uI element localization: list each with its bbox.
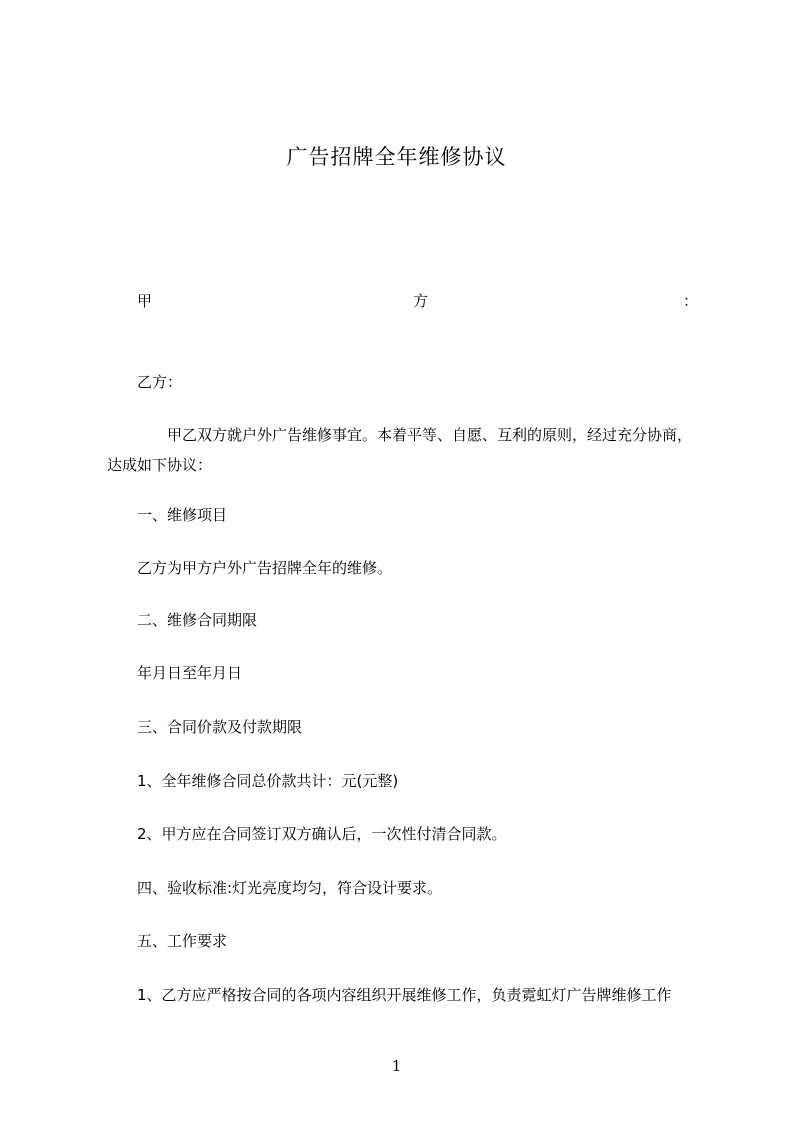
- section-text-2: 年月日至年月日: [137, 664, 243, 682]
- party-b-line: 乙方：: [137, 373, 183, 391]
- document-title: 广告招牌全年维修协议: [286, 145, 507, 169]
- party-a-char-2: 方: [413, 292, 429, 310]
- section-item-5-1: 1、乙方应严格按合同的各项内容组织开展维修工作，负责霓虹灯广告牌维修工作: [137, 986, 672, 1004]
- section-heading-4: 四、验收标准:灯光亮度均匀，符合设计要求。: [137, 879, 443, 897]
- section-heading-1: 一、维修项目: [137, 506, 228, 524]
- section-item-3-1: 1、全年维修合同总价款共计：元(元整): [137, 772, 399, 790]
- intro-line-1: 甲乙双方就户外广告维修事宜。本着平等、自愿、互利的原则，经过充分协商，: [167, 426, 693, 444]
- intro-line-2: 达成如下协议：: [107, 456, 213, 474]
- section-item-3-2: 2、甲方应在合同签订双方确认后，一次性付清合同款。: [137, 825, 507, 843]
- section-heading-3: 三、合同价款及付款期限: [137, 718, 303, 736]
- party-a-row: [137, 290, 699, 312]
- section-heading-2: 二、维修合同期限: [137, 611, 258, 629]
- page-number: 1: [391, 1057, 402, 1075]
- party-a-colon: ：: [683, 292, 699, 310]
- section-heading-5: 五、工作要求: [137, 932, 228, 950]
- intro-paragraph: [107, 420, 693, 480]
- section-text-1: 乙方为甲方户外广告招牌全年的维修。: [137, 559, 393, 577]
- party-a-char-1: 甲: [137, 292, 153, 310]
